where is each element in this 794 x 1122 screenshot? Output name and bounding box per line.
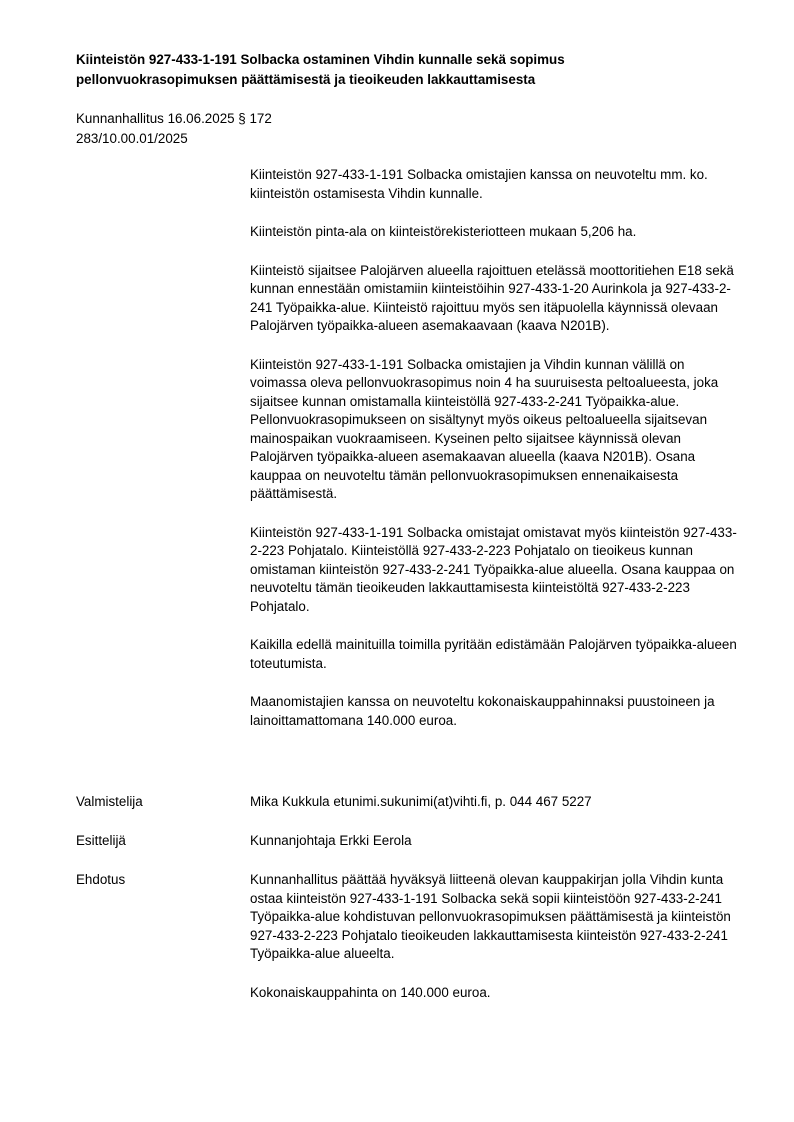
body-paragraph: Kiinteistön 927-433-1-191 Solbacka omistajien ja Vihdin kunnan välillä on voimassa oleva pellonvuokrasopimus noin 4 ha suuruisesta peltoalueesta, joka sijaitsee kunnan omistamalla kiinteistöllä 927-433-2-241 Työpaikka-alue. Pellonvuokrasopimukseen on sisältynyt myös oikeus peltoalueella sijaitsevan mainospaikan vuokraamiseen. Kyseinen pelto sijaitsee käynnissä olevan Palojärven työpaikka-alueen asemakaavan alueella (kaava N201B). Osana kauppaa on neuvoteltu tämän pellonvuokrasopimuksen ennenaikaisesta päättämisestä.	[250, 356, 719, 501]
meeting-reference: Kunnanhallitus 16.06.2025 § 172	[76, 111, 272, 126]
proposal-text	[250, 871, 744, 1022]
body-paragraph: Kiinteistön pinta-ala on kiinteistörekisteriotteen mukaan 5,206 ha.	[250, 224, 637, 239]
body-paragraph: Kiinteistö sijaitsee Palojärven alueella rajoittuen etelässä moottoritiehen E18 sekä kunnan ennestään omistamiin kiinteistöihin 927-433-1-20 Aurinkola ja 927-433-2-241 Työpaikka-alue. Kiinteistö rajoittuu myös sen itäpuolella käynnissä olevaan Palojärven työpaikka-alueen asemakaavaan (kaava N201B).	[250, 262, 734, 333]
body-paragraph: Kaikilla edellä mainituilla toimilla pyritään edistämään Palojärven työpaikka-alueen toteutumista.	[250, 637, 737, 671]
record-number: 283/10.00.01/2025	[76, 130, 188, 146]
presenter-value: Kunnanjohtaja Erkki Eerola	[250, 833, 412, 848]
document-body	[250, 166, 740, 750]
proposal-paragraph: Kokonaiskauppahinta on 140.000 euroa.	[250, 984, 491, 1000]
body-paragraph: Maanomistajien kanssa on neuvoteltu kokonaiskauppahinnaksi puustoineen ja lainoittamattomana 140.000 euroa.	[250, 694, 715, 728]
meeting-info	[76, 109, 476, 148]
preparer-value: Mika Kukkula etunimi.sukunimi(at)vihti.fi, p. 044 467 5227	[250, 794, 592, 809]
proposal-label: Ehdotus	[76, 872, 126, 887]
document-title	[76, 50, 716, 89]
title-line-2: pellonvuokrasopimuksen päättämisestä ja tieoikeuden lakkauttamisesta	[76, 71, 536, 87]
body-paragraph: Kiinteistön 927-433-1-191 Solbacka omistajat omistavat myös kiinteistön 927-433-2-223 Pohjatalo. Kiinteistöllä 927-433-2-223 Pohjatalo on tieoikeus kunnan omistaman kiinteistön 927-433-2-241 Työpaikka-alue alueella. Osana kauppaa on neuvoteltu tämän tieoikeuden lakkauttamisesta kiinteistöltä 927-433-2-223 Pohjatalo.	[250, 524, 737, 614]
presenter-label: Esittelijä	[76, 833, 126, 848]
body-paragraph: Kiinteistön 927-433-1-191 Solbacka omistajien kanssa on neuvoteltu mm. ko. kiinteistön ostamisesta Vihdin kunnalle.	[250, 167, 708, 201]
title-line-1: Kiinteistön 927-433-1-191 Solbacka ostaminen Vihdin kunnalle sekä sopimus	[76, 52, 565, 67]
proposal-paragraph: Kunnanhallitus päättää hyväksyä liitteenä olevan kauppakirjan jolla Vihdin kunta ostaa kiinteistön 927-433-1-191 Solbacka sekä sopii kiinteistöön 927-433-2-241 Työpaikka-alue kohdistuvan pellonvuokrasopimuksen päättämisestä ja kiinteistön 927-433-2-223 Pohjatalo tieoikeuden lakkauttamisesta kiinteistön 927-433-2-241 Työpaikka-alue alueelta.	[250, 872, 731, 961]
preparer-label: Valmistelija	[76, 794, 143, 809]
